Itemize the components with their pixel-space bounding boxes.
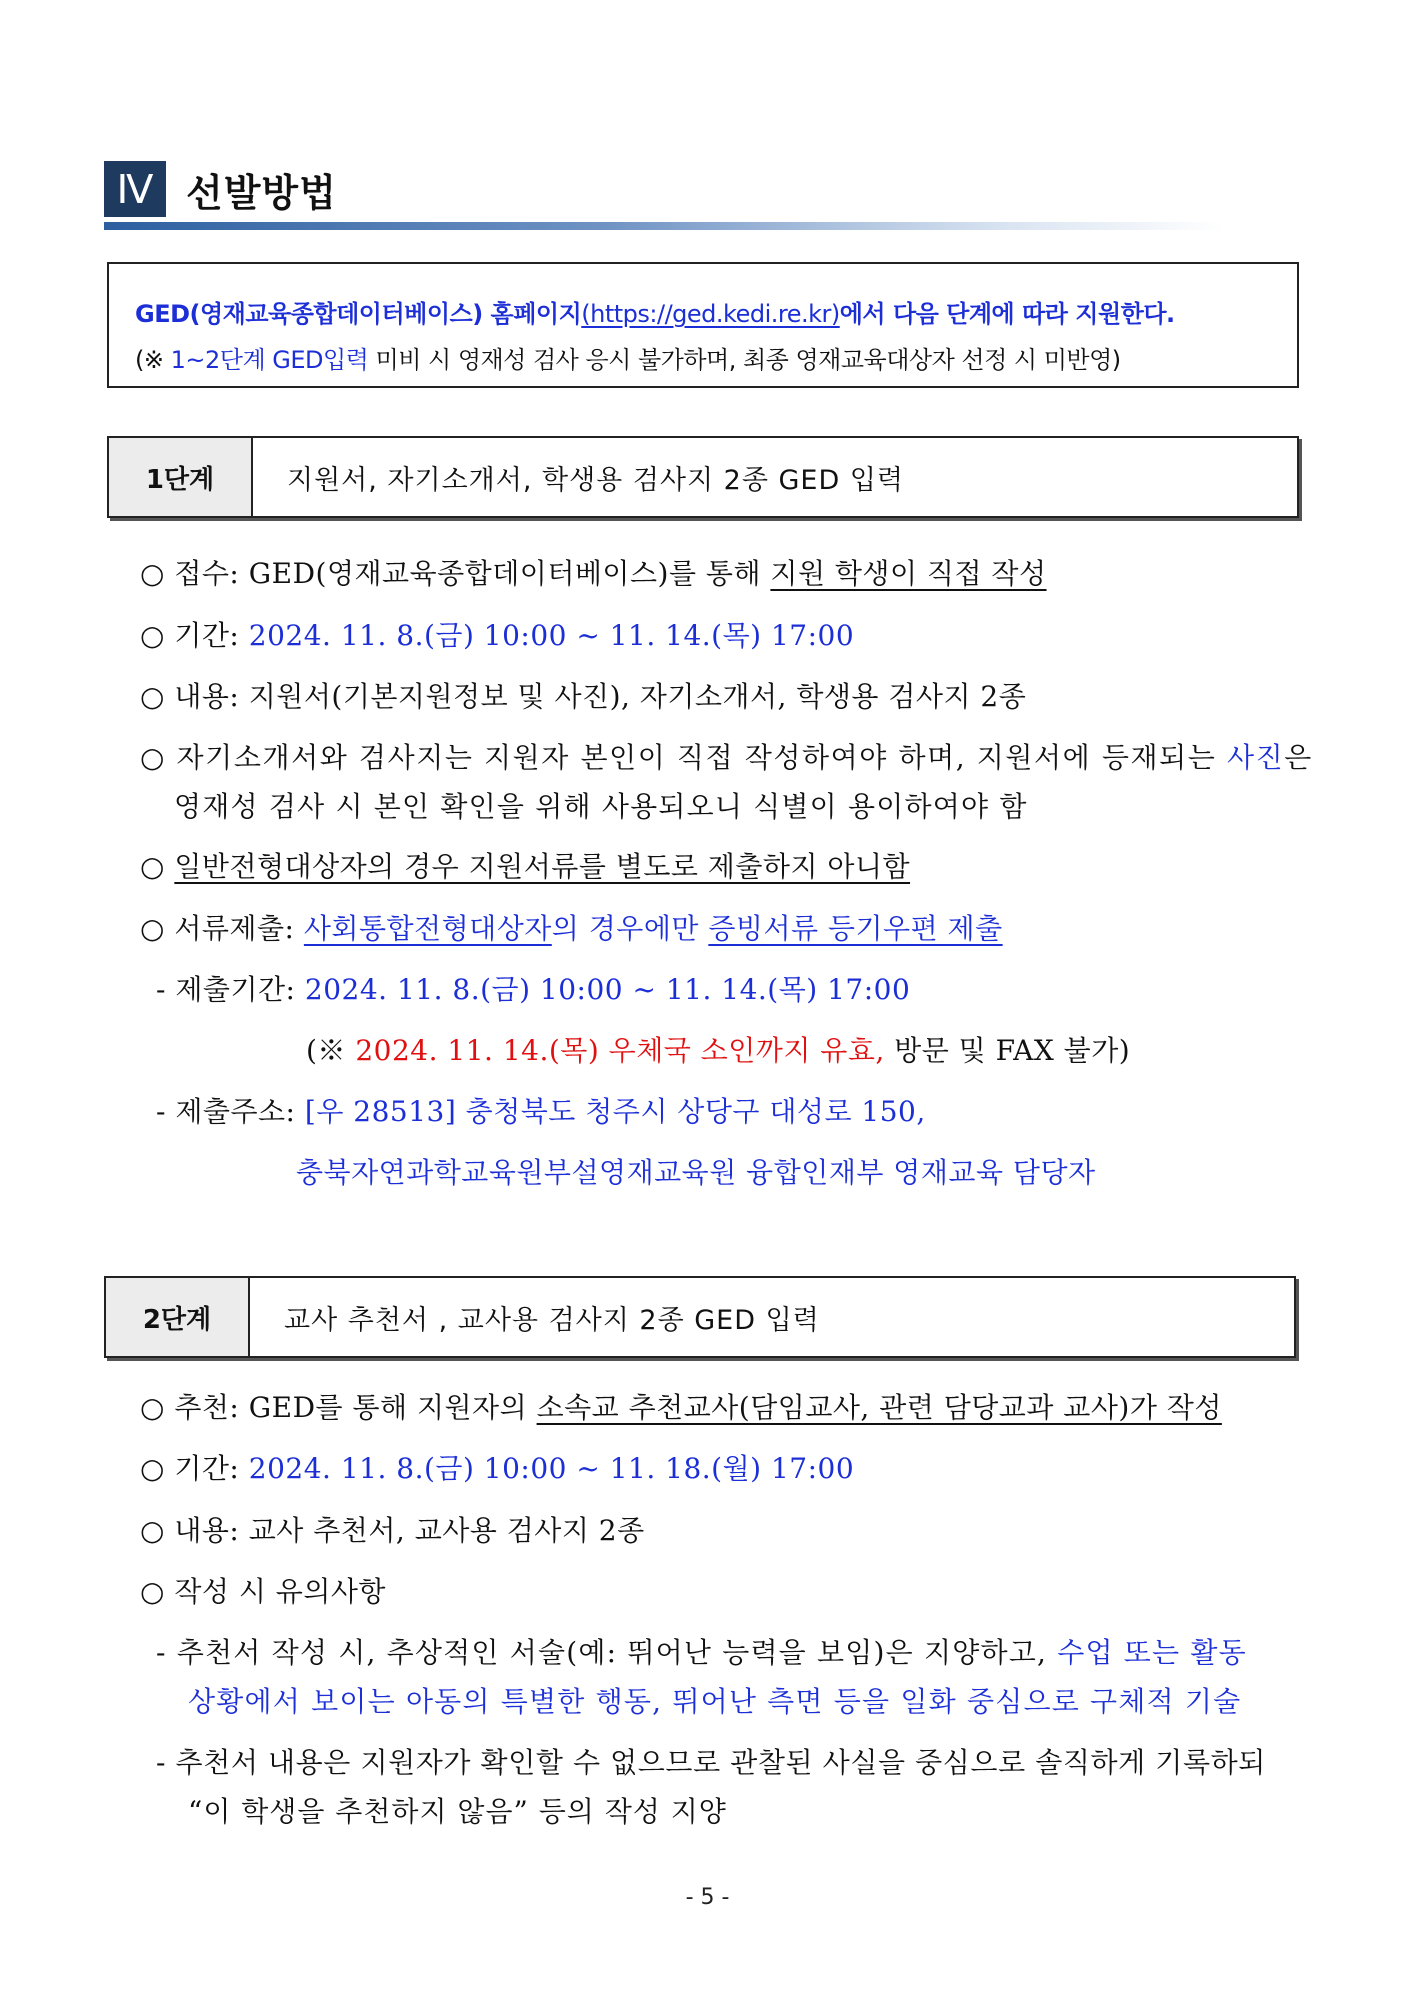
stage-1-general: [140, 845, 910, 885]
stage-1-submit-address-cont: 충북자연과학교육원부설영재교육원 융합인재부 영재교육 담당자: [296, 1156, 1096, 1189]
item-text: ○ 서류제출:: [140, 912, 304, 945]
item-underlined: 지원 학생이 직접 작성: [770, 557, 1047, 590]
stage-1-label: 1단계: [109, 438, 253, 516]
item-text: ○ 접수: GED(영재교육종합데이터베이스)를 통해: [140, 557, 771, 590]
stage-1-period: [140, 614, 854, 654]
item-text: ○ 기간:: [140, 619, 249, 652]
item-date: 2024. 11. 8.(금) 10:00 ~ 11. 14.(목) 17:00: [304, 973, 911, 1006]
notice-line-2: [135, 340, 1121, 375]
item-underlined: 소속교 추천교사(담임교사, 관련 담당교과 교사)가 작성: [536, 1391, 1222, 1424]
notice-highlight: 1~2단계 GED입력: [170, 346, 369, 374]
item-text: ○ 추천: GED를 통해 지원자의: [140, 1391, 537, 1424]
stage-1-reception: [140, 552, 1047, 592]
section-header: [104, 163, 337, 215]
section-divider: [104, 222, 1224, 230]
item-text: 하여야 함: [904, 790, 1028, 823]
section-number: Ⅳ: [104, 161, 166, 217]
item-highlight: 사진: [1226, 741, 1285, 774]
item-text: 의 경우에만: [551, 912, 709, 945]
stage-2-label: 2단계: [106, 1278, 250, 1356]
item-address: [우 28513] 충청북도 청주시 상당구 대성로 150,: [304, 1095, 926, 1128]
stage-2-recommendation: [140, 1386, 1222, 1426]
item-date: 2024. 11. 8.(금) 10:00 ~ 11. 14.(목) 17:00: [248, 619, 855, 652]
stage-1-submit-period: [156, 968, 910, 1008]
item-text: 영재성 검사 시 본인 확인을 위해 사용되오니 식별이 용이: [174, 790, 905, 823]
stage-2-caution-2-cont: “이 학생을 추천하지 않음” 등의 작성 지양: [188, 1795, 727, 1828]
stage-1-content: ○ 내용: 지원서(기본지원정보 및 사진), 자기소개서, 학생용 검사지 2종: [140, 680, 1027, 713]
section-title: 선발방법: [186, 170, 337, 215]
stage-2-caution-1: [156, 1631, 1247, 1671]
stage-1-box: [107, 436, 1299, 518]
item-highlight: 수업 또는 활동: [1057, 1636, 1247, 1669]
item-text: - 추천서 작성 시, 추상적인 서술(예: 뛰어난 능력을 보임)은 지양하고,: [156, 1636, 1058, 1669]
item-date: 2024. 11. 8.(금) 10:00 ~ 11. 18.(월) 17:00: [248, 1452, 855, 1485]
stage-2-description: 교사 추천서 , 교사용 검사지 2종 GED 입력: [284, 1304, 820, 1336]
stage-1-documents: [140, 907, 1003, 947]
notice-text: 에서 다음 단계에 따라 지원한다.: [839, 300, 1175, 328]
item-text: ○ 기간:: [140, 1452, 249, 1485]
item-text: (※: [306, 1034, 356, 1067]
stage-1-submit-address: [156, 1090, 926, 1130]
notice-box: [107, 262, 1299, 388]
notice-line-1: [135, 294, 1175, 329]
stage-1-submit-note: [306, 1029, 1130, 1069]
item-bullet: ○: [140, 850, 175, 883]
item-text: ○ 자기소개서와 검사지는 지원자 본인이 직접 작성: [140, 741, 802, 774]
stage-2-caution-2: - 추천서 내용은 지원자가 확인할 수 없으므로 관찰된 사실을 중심으로 솔직하게 기록하되: [156, 1746, 1266, 1779]
item-underlined: 사회통합전형대상자: [303, 912, 552, 945]
item-text: - 제출주소:: [156, 1095, 305, 1128]
item-text: 방문 및 FAX 불가): [884, 1034, 1131, 1067]
stage-1-self-intro-cont: [174, 785, 1028, 825]
notice-text: GED(영재교육종합데이터베이스) 홈페이지: [135, 300, 582, 328]
stage-2-content: ○ 내용: 교사 추천서, 교사용 검사지 2종: [140, 1514, 645, 1547]
stage-2-period: [140, 1447, 854, 1487]
stage-1-self-intro: [140, 736, 1313, 776]
notice-text: 미비 시 영재성 검사 응시 불가하며, 최종 영재교육대상자 선정 시 미반영): [368, 346, 1121, 374]
item-text: 하여야 하며, 지원서에 등재되는: [802, 741, 1227, 774]
item-text: 은: [1284, 741, 1313, 774]
item-underlined: 증빙서류 등기우편 제출: [708, 912, 1003, 945]
stage-2-caution-1-cont: 상황에서 보이는 아동의 특별한 행동, 뛰어난 측면 등을 일화 중심으로 구체적 기술: [188, 1685, 1242, 1718]
item-underlined: 일반전형대상자의 경우 지원서류를 별도로 제출하지 아니함: [174, 850, 911, 883]
stage-2-caution: ○ 작성 시 유의사항: [140, 1575, 386, 1608]
notice-text: (※: [135, 346, 171, 374]
stage-1-description: 지원서, 자기소개서, 학생용 검사지 2종 GED 입력: [287, 464, 905, 496]
stage-2-box: [104, 1276, 1296, 1358]
ged-link[interactable]: (https://ged.kedi.re.kr): [581, 300, 840, 328]
page-number: - 5 -: [685, 1885, 730, 1910]
item-text: - 제출기간:: [156, 973, 305, 1006]
item-warning: 2024. 11. 14.(목) 우체국 소인까지 유효,: [355, 1034, 885, 1067]
